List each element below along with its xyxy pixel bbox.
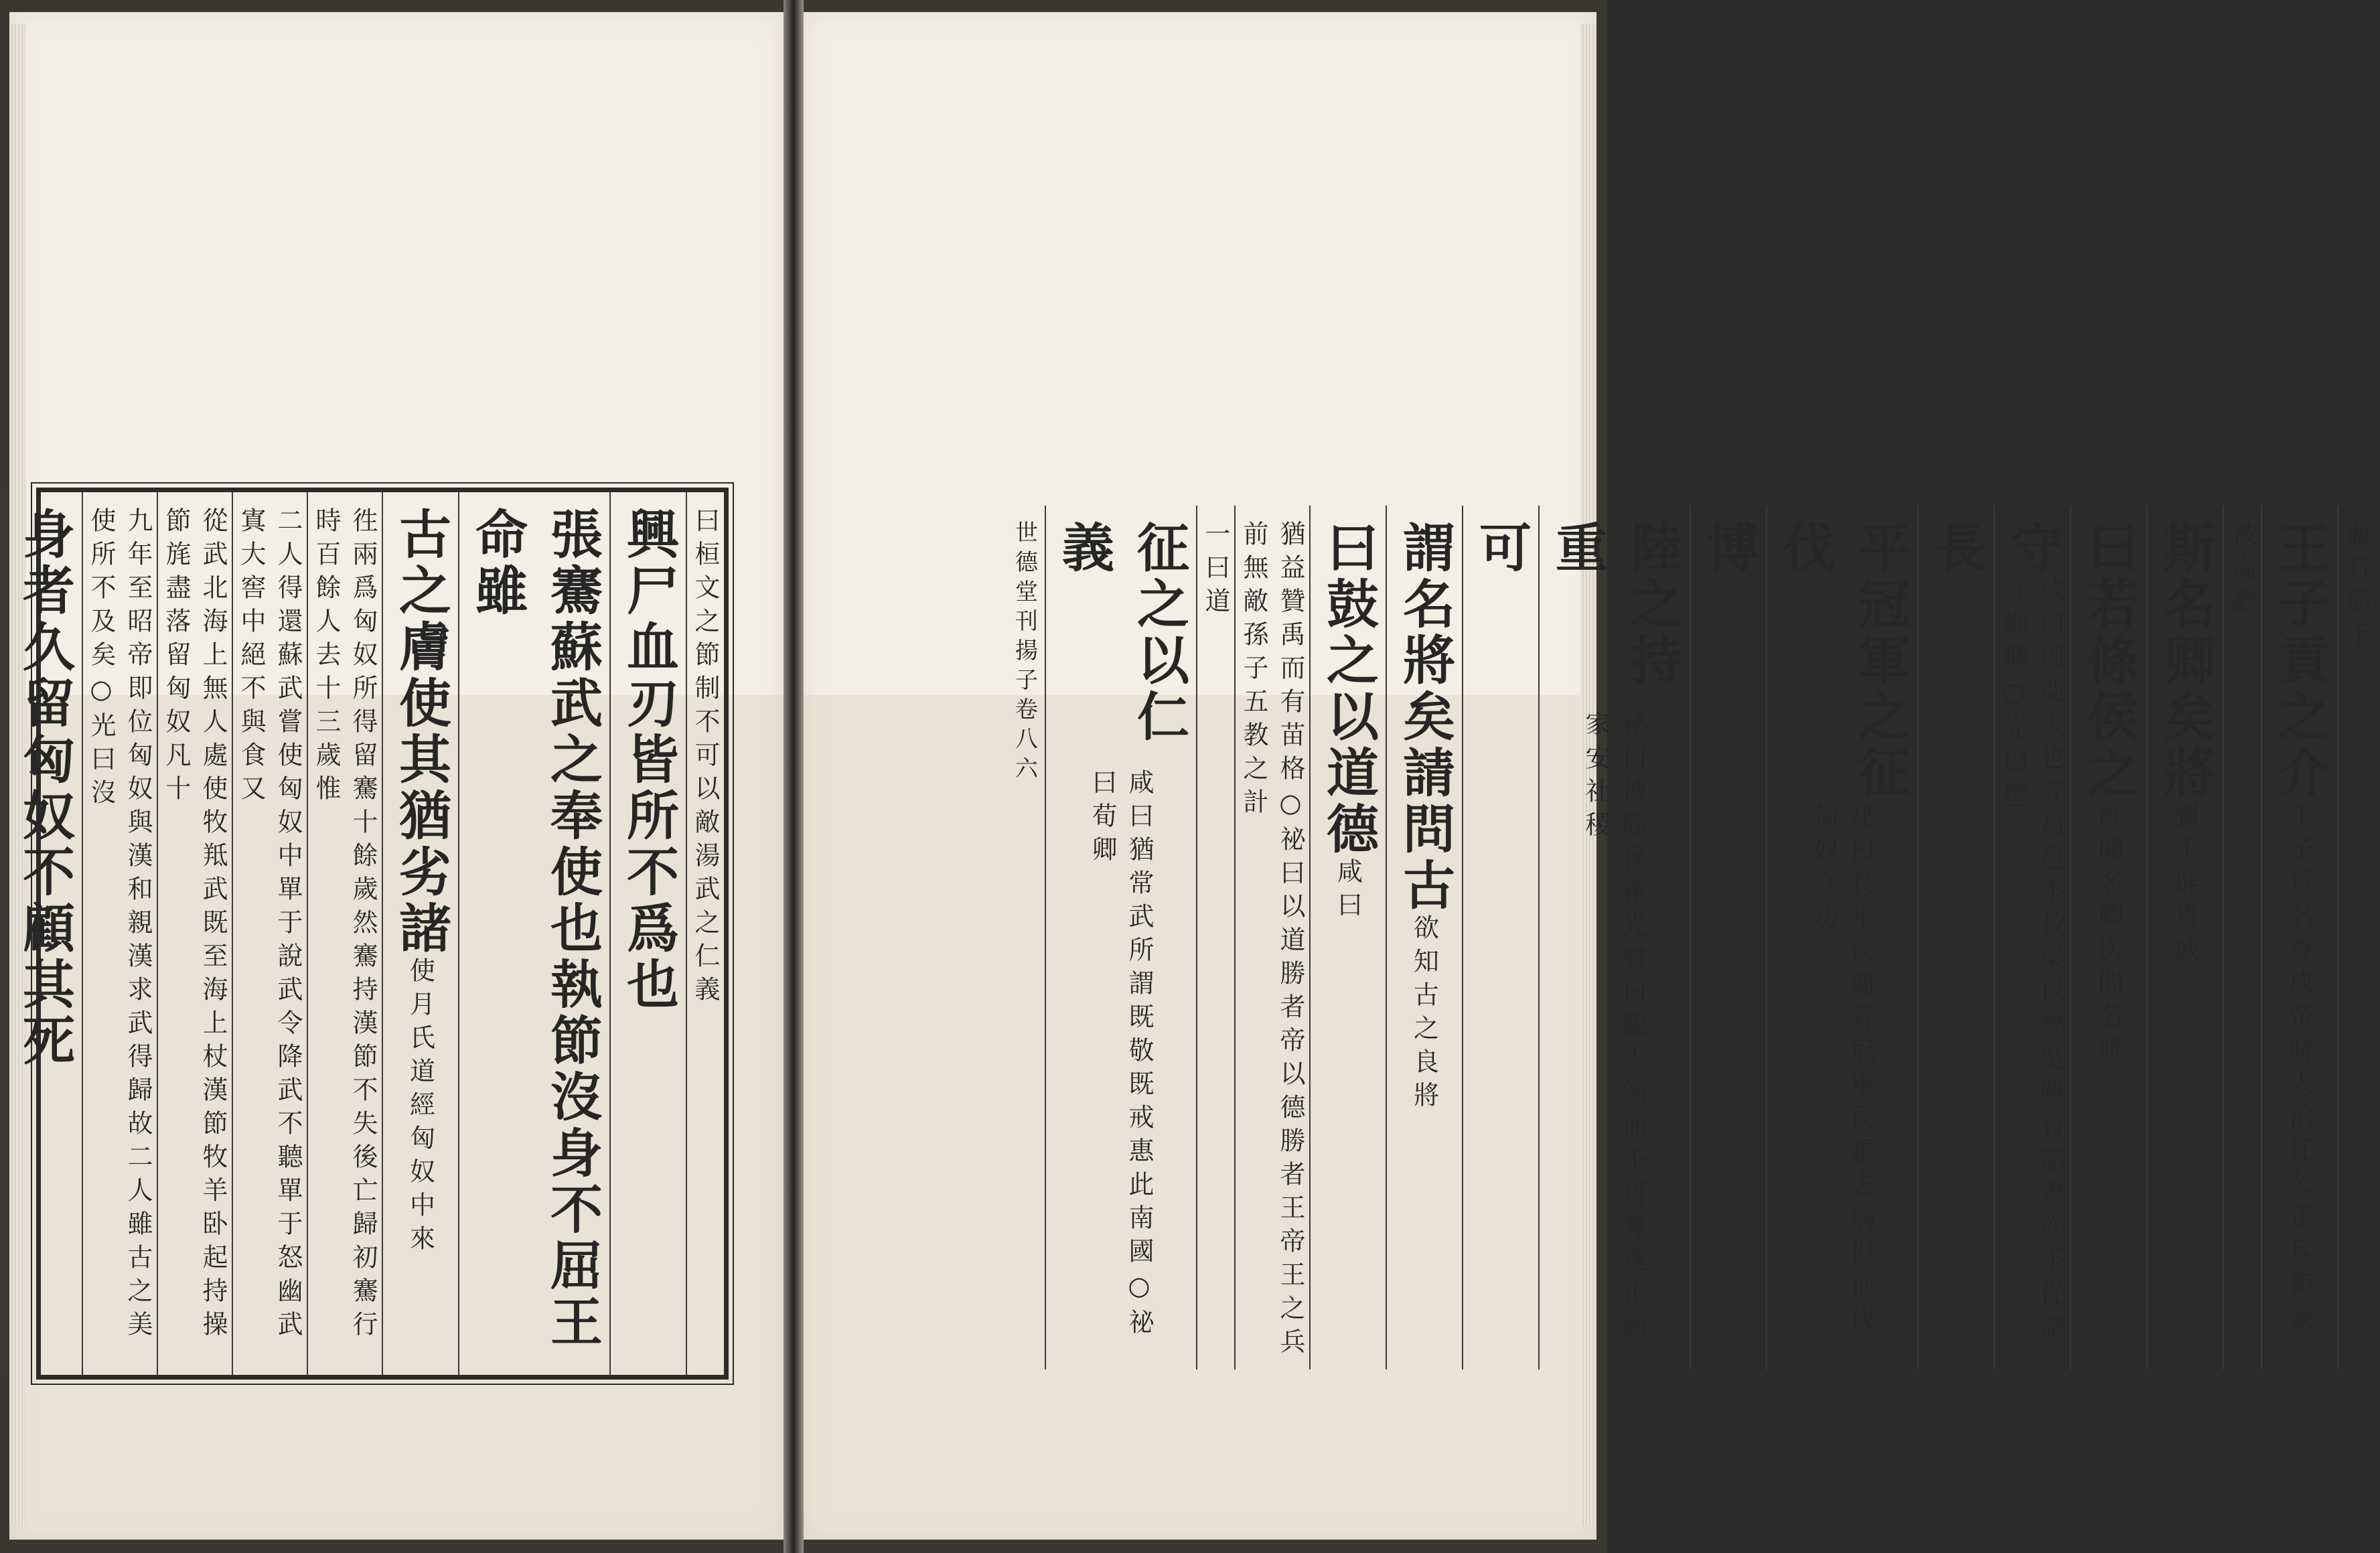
main-text: 曰若條侯之 [2079, 520, 2140, 802]
left-text-column [382, 492, 458, 1375]
commentary-text: 二人得還蘇武嘗使匈奴中單于說武令降武不聽單于怒幽武寘大窖中絕不與食又 [236, 507, 303, 1344]
main-text: 古之膚使其猶劣諸 [390, 507, 451, 957]
left-text-column [686, 492, 724, 1375]
commentary-text: 欲知古之良將 [1409, 914, 1439, 1115]
right-text-column [2223, 506, 2261, 1370]
commentary-text: 彊不辟貴戚 [2170, 802, 2200, 969]
left-text-column [307, 492, 382, 1375]
right-text-column [1386, 506, 1462, 1370]
commentary-text: 祕曰長平侯衞青冠軍侯霍去病俱征伐匈奴立功 [1809, 802, 1875, 1339]
main-text: 長 [1926, 520, 1987, 577]
main-text: 謂名將矣請問古 [1394, 520, 1455, 914]
main-text: 興尸血刃皆所不爲也 [618, 507, 679, 1013]
left-text-column [82, 492, 157, 1375]
left-page [9, 12, 784, 1540]
right-text-column [1917, 506, 1994, 1370]
left-text-column [609, 492, 686, 1375]
main-text: 守 [2002, 520, 2063, 577]
commentary-text: 被溢辭 [2227, 520, 2257, 621]
right-text-column [1462, 506, 1538, 1370]
main-text: 王子貢之介 [2270, 520, 2330, 802]
main-text: 征之以仁義 [1053, 520, 1189, 745]
commentary-text: 猶益贊禹而有苗格○祕曰以道勝者帝以德勝者王帝王之兵前無敵孫子五教之計 [1239, 520, 1305, 1361]
right-page-margin-label: 世德堂刊 揚子卷八 六 [1011, 520, 1038, 786]
book-gutter [784, 0, 804, 1553]
right-text-column [2070, 506, 2146, 1370]
main-text: 陸之持重 [1547, 520, 1683, 689]
right-text-column [1234, 506, 1309, 1370]
right-text-column [1045, 506, 1196, 1370]
right-text-column [1766, 506, 1917, 1370]
commentary-text: 咸曰周亞夫也守昌邑不救梁以弊吳雖有詔書亦不從謂守細柳○光曰壁 [1999, 577, 2065, 1347]
left-text-column [0, 492, 5, 1375]
right-text-column [2337, 506, 2375, 1370]
main-text: 平冠軍之征伐 [1775, 520, 1911, 802]
main-text: 身者久留匈奴不顧其死 [14, 507, 75, 1069]
main-text: 張騫蘇武之奉使也執節沒身不屈王命雖 [467, 507, 603, 1351]
main-text [0, 507, 5, 1182]
commentary-text: 咸曰 [1333, 858, 1363, 925]
right-text-column [1538, 506, 1690, 1370]
commentary-text: 一曰道 [1201, 520, 1230, 621]
commentary-text: 使月氏道經匈奴中來 [405, 957, 435, 1258]
commentary-text: 王子貢名尊成帝時人治任公正斥鉅豪 [2284, 802, 2314, 1337]
right-text-column [1994, 506, 2070, 1370]
main-text: 博 [1698, 520, 1759, 577]
main-text: 可 [1471, 520, 1532, 577]
left-text-block [14, 488, 729, 1380]
right-text-column [2146, 506, 2223, 1370]
commentary-text: 藺有節不 [2342, 520, 2371, 654]
left-text-column [157, 492, 232, 1375]
right-text-block [1011, 501, 2380, 1374]
commentary-text: 徃兩爲匈奴所得留騫十餘歲然騫持漢節不失後亡歸初騫行時百餘人去十三歲惟 [311, 507, 378, 1344]
main-text: 曰鼓之以道德 [1318, 520, 1379, 858]
right-text-column [1690, 506, 1766, 1370]
left-text-column [232, 492, 307, 1375]
right-text-column [1196, 506, 1234, 1370]
commentary-text: 曰桓文之節制不可以敵湯武之仁義 [690, 507, 720, 1009]
commentary-text: 從武北海上無人處使牧羝武既至海上杖漢節牧羊卧起持操節旄盡落留匈奴凡十 [161, 507, 228, 1344]
commentary-text: 既聞名卿次問名將 [2093, 802, 2124, 1069]
right-text-column [1309, 506, 1386, 1370]
commentary-text: 九年至昭帝即位匈奴與漢和親漢求武得歸故二人雖古之美使所不及矣○光曰沒 [86, 507, 153, 1344]
right-text-column [2261, 506, 2337, 1370]
commentary-text: 祕曰博陸侯霍光贊曰臨大節而不可奪遂正國家安社稷 [1581, 711, 1647, 1347]
left-text-column [5, 492, 82, 1375]
commentary-text: 咸曰猶常武所謂既敬既戒惠此南國○祕曰荀卿 [1088, 768, 1154, 1342]
main-text: 斯名卿矣將 [2155, 520, 2216, 802]
left-text-column [458, 492, 609, 1375]
right-page [804, 12, 2371, 1540]
